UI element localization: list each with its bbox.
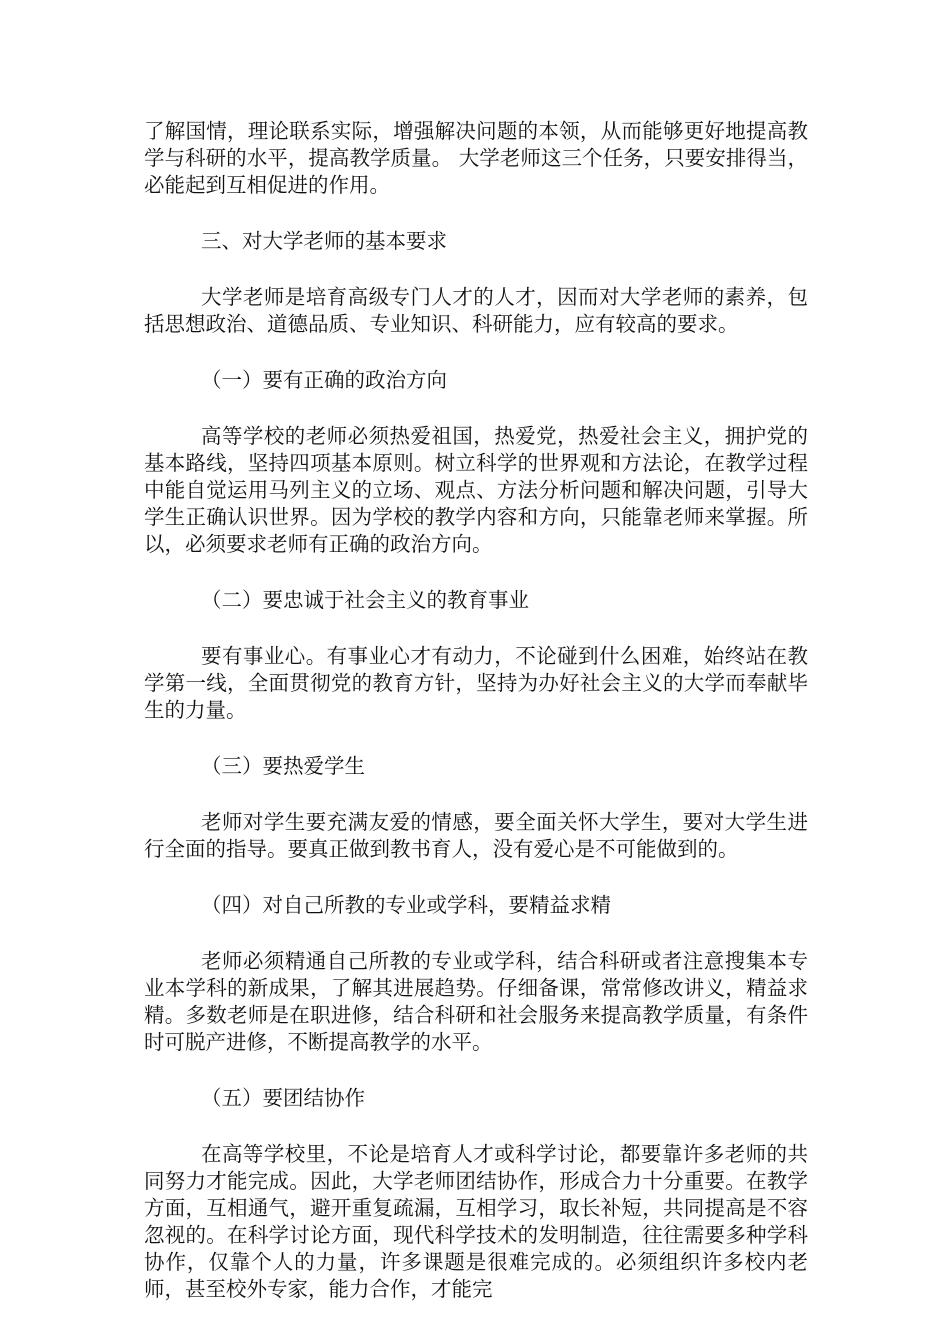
paragraph-dedication: 要有事业心。有事业心才有动力，不论碰到什么困难，始终站在教学第一线，全面贯彻党的教育方针，坚持为办好社会主义的大学而奉献毕生的力量。 bbox=[144, 644, 808, 722]
subheading-3: （三）要热爱学生 bbox=[201, 754, 365, 778]
subheading-4: （四）对自己所教的专业或学科，要精益求精 bbox=[201, 893, 611, 917]
subheading-5: （五）要团结协作 bbox=[201, 1086, 365, 1110]
subheading-1: （一）要有正确的政治方向 bbox=[201, 368, 447, 392]
subheading-2: （二）要忠诚于社会主义的教育事业 bbox=[201, 588, 529, 612]
paragraph-expertise: 老师必须精通自己所教的专业或学科，结合科研或者注意搜集本专业本学科的新成果，了解其进展趋势。仔细备课，常常修改讲义，精益求精。多数老师是在职进修，结合科研和社会服务来提高教学质量，有条件时可脱产进修，不断提高教学的水平。 bbox=[144, 949, 808, 1054]
paragraph-intro: 大学老师是培育高级专门人才的人才，因而对大学老师的素养，包括思想政治、道德品质、专业知识、科研能力，应有较高的要求。 bbox=[144, 285, 808, 336]
paragraph-political: 高等学校的老师必须热爱祖国，热爱党，热爱社会主义，拥护党的基本路线，坚持四项基本原则。树立科学的世界观和方法论，在教学过程中能自觉运用马列主义的立场、观点、方法分析问题和解决问题，引导大学生正确认识世界。因为学校的教学内容和方向，只能靠老师来掌握。所以，必须要求老师有正确的政治方向。 bbox=[144, 424, 808, 556]
document-body bbox=[144, 118, 808, 1332]
paragraph-cooperation: 在高等学校里，不论是培育人才或科学讨论，都要靠许多老师的共同努力才能完成。因此，大学老师团结协作，形成合力十分重要。在教学方面，互相通气，避开重复疏漏，互相学习，取长补短，共同提高是不容忽视的。在科学讨论方面，现代科学技术的发明制造，往往需要多种学科协作，仅靠个人的力量，许多课题是很难完成的。必须组织许多校内老师，甚至校外专家，能力合作，才能完 bbox=[144, 1142, 808, 1301]
paragraph-continued: 了解国情，理论联系实际，增强解决问题的本领，从而能够更好地提高教学与科研的水平，提高教学质量。 大学老师这三个任务，只要安排得当，必能起到互相促进的作用。 bbox=[144, 119, 808, 197]
section-heading-3: 三、对大学老师的基本要求 bbox=[201, 229, 447, 253]
paragraph-love-students: 老师对学生要充满友爱的情感，要全面关怀大学生，要对大学生进行全面的指导。要真正做到教书育人，没有爱心是不可能做到的。 bbox=[144, 810, 808, 861]
